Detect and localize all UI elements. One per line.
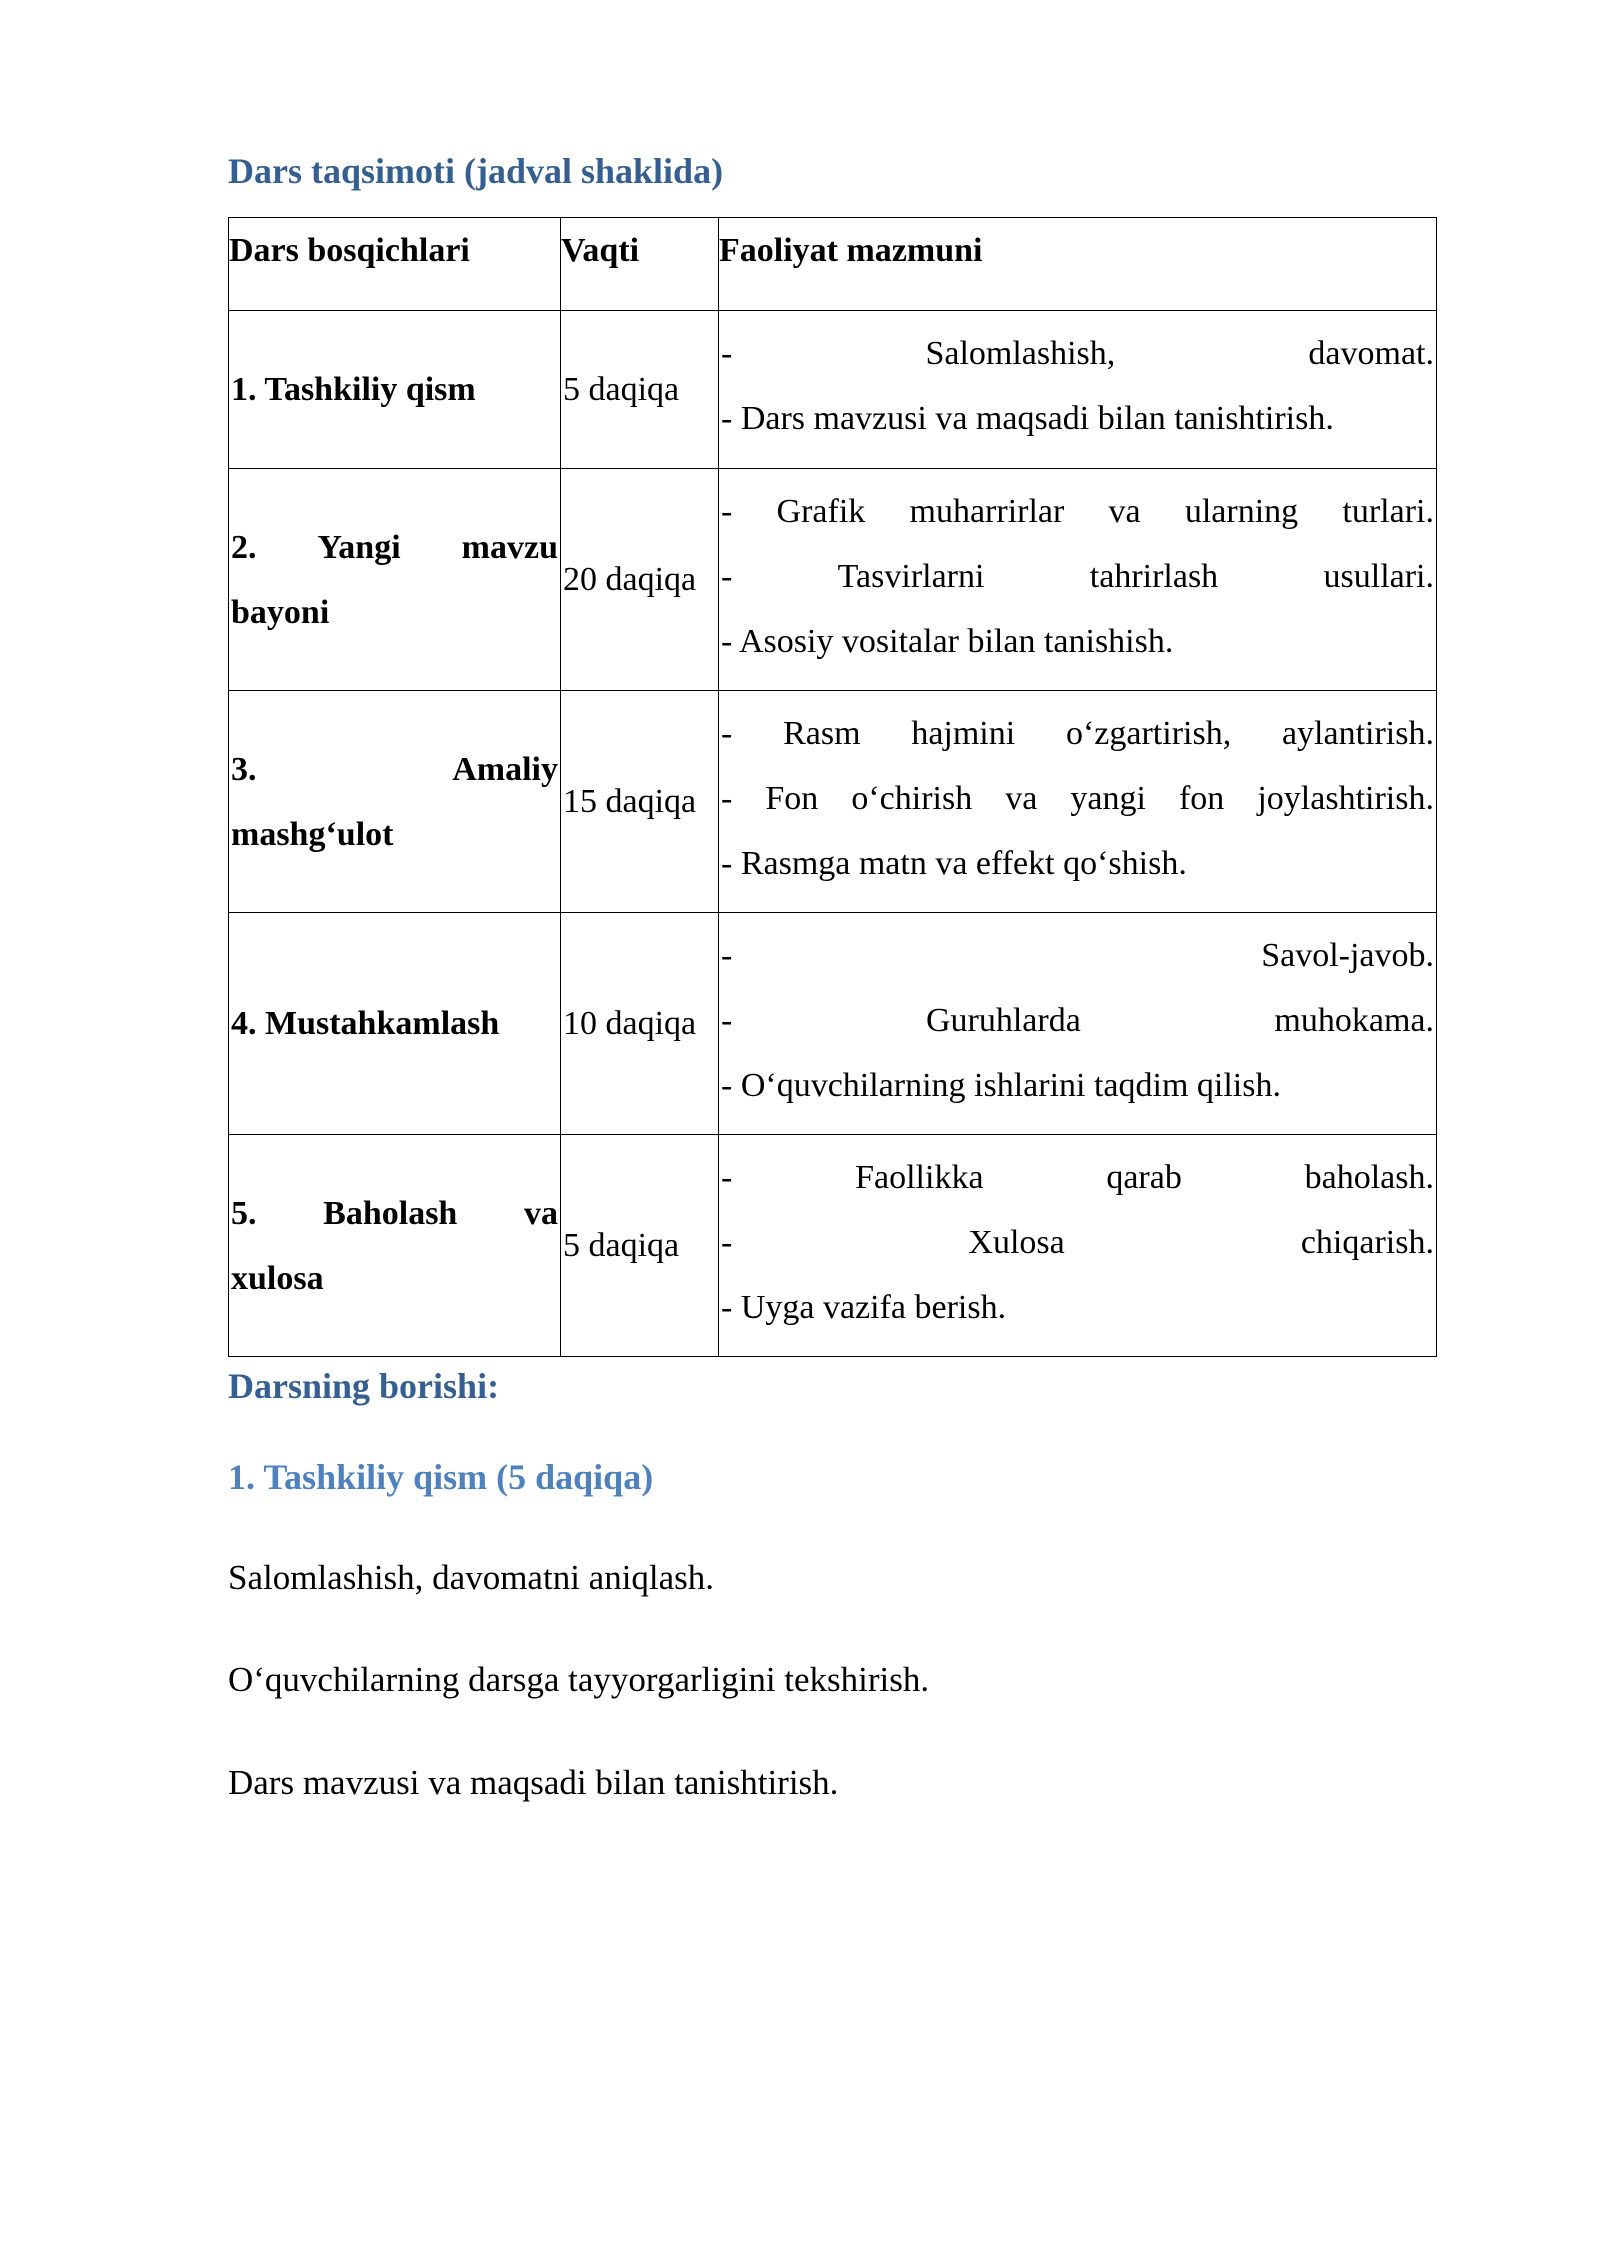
- activity-line: [721, 386, 1434, 451]
- stage-cell: [229, 311, 561, 469]
- activity-word: va: [1108, 493, 1141, 530]
- activity-line: [721, 609, 1434, 674]
- activity-word: -: [721, 335, 733, 372]
- table-row: [229, 469, 1437, 691]
- time-cell: 5 daqiqa: [561, 1135, 719, 1357]
- activity-line: [721, 988, 1434, 1053]
- activity-word: Guruhlarda: [925, 1002, 1081, 1039]
- activity-word: fon: [1178, 780, 1225, 817]
- activity-word: - Asosiy vositalar bilan tanishish.: [721, 623, 1174, 660]
- activity-word: - O‘quvchilarning ishlarini taqdim qilish.: [721, 1067, 1281, 1104]
- activity-line: [721, 479, 1434, 544]
- stage-cell: [229, 913, 561, 1135]
- activity-word: Salomlashish,: [925, 335, 1116, 372]
- activity-word: -: [721, 1224, 733, 1261]
- paragraph: Dars mavzusi va maqsadi bilan tanishtirish.: [228, 1763, 839, 1802]
- stage-cell: [229, 469, 561, 691]
- stage-line: 3. Amaliy: [231, 750, 558, 788]
- course-heading: Darsning borishi:: [228, 1366, 500, 1406]
- activity-line: [721, 544, 1434, 609]
- activity-word: va: [1005, 780, 1038, 817]
- header-activities: Faoliyat mazmuni: [719, 218, 1437, 311]
- paragraph: Salomlashish, davomatni aniqlash.: [228, 1558, 715, 1597]
- table-header-row: [229, 218, 1437, 311]
- stage-line: 5. Baholash va: [231, 1194, 558, 1232]
- activity-word: yangi: [1070, 780, 1146, 817]
- activity-word: Fon: [765, 780, 819, 817]
- time-cell: 10 daqiqa: [561, 913, 719, 1135]
- activity-word: usullari.: [1323, 558, 1434, 595]
- schedule-table: [228, 217, 1437, 1357]
- activity-word: -: [721, 1159, 733, 1196]
- activity-word: -: [721, 558, 733, 595]
- activity-word: - Rasmga matn va effekt qo‘shish.: [721, 845, 1187, 882]
- activity-line: [721, 321, 1434, 386]
- activities-cell: [719, 691, 1437, 913]
- header-stages: Dars bosqichlari: [229, 218, 561, 311]
- schedule-heading: Dars taqsimoti (jadval shaklida): [228, 151, 724, 191]
- time-cell: 20 daqiqa: [561, 469, 719, 691]
- activity-word: muharrirlar: [909, 493, 1065, 530]
- activity-word: - Dars mavzusi va maqsadi bilan tanishtirish.: [721, 400, 1334, 437]
- activity-word: Rasm: [783, 715, 861, 752]
- stage-line: 4. Mustahkamlash: [231, 1005, 500, 1042]
- activity-word: turlari.: [1342, 493, 1434, 530]
- activity-word: Savol-javob.: [1261, 937, 1434, 974]
- activity-word: hajmini: [911, 715, 1016, 752]
- paragraph: O‘quvchilarning darsga tayyorgarligini tekshirish.: [228, 1660, 930, 1699]
- table-row: [229, 311, 1437, 469]
- activity-word: qarab: [1106, 1159, 1182, 1196]
- time-cell: 15 daqiqa: [561, 691, 719, 913]
- time-cell: 5 daqiqa: [561, 311, 719, 469]
- activity-line: [721, 1053, 1434, 1118]
- activities-cell: [719, 913, 1437, 1135]
- stage-line: 1. Tashkiliy qism: [231, 371, 476, 408]
- stage-cell: [229, 1135, 561, 1357]
- activity-word: -: [721, 780, 733, 817]
- activity-word: chiqarish.: [1300, 1224, 1434, 1261]
- stage-line: 2. Yangi mavzu: [231, 528, 558, 566]
- table-row: [229, 913, 1437, 1135]
- activity-word: ularning: [1184, 493, 1299, 530]
- activity-word: o‘zgartirish,: [1065, 715, 1232, 752]
- activity-word: davomat.: [1308, 335, 1434, 372]
- table-row: [229, 691, 1437, 913]
- stage-line: mashg‘ulot: [231, 815, 394, 853]
- activity-word: muhokama.: [1274, 1002, 1434, 1039]
- stage-line: xulosa: [231, 1259, 324, 1297]
- activity-word: baholash.: [1304, 1159, 1434, 1196]
- stage-cell: [229, 691, 561, 913]
- activity-word: joylashtirish.: [1257, 780, 1434, 817]
- table-row: [229, 1135, 1437, 1357]
- activity-word: Tasvirlarni: [837, 558, 985, 595]
- stage-line: bayoni: [231, 593, 330, 631]
- activity-word: Faollikka: [855, 1159, 984, 1196]
- section1-heading: 1. Tashkiliy qism (5 daqiqa): [228, 1457, 654, 1497]
- activity-word: tahrirlash: [1089, 558, 1219, 595]
- activities-cell: [719, 311, 1437, 469]
- activities-cell: [719, 469, 1437, 691]
- activity-line: [721, 1145, 1434, 1210]
- header-time: Vaqti: [561, 218, 719, 311]
- activity-word: -: [721, 937, 733, 974]
- activity-word: -: [721, 493, 733, 530]
- activities-cell: [719, 1135, 1437, 1357]
- activity-word: - Uyga vazifa berish.: [721, 1289, 1007, 1326]
- activity-line: [721, 831, 1434, 896]
- activity-line: [721, 1210, 1434, 1275]
- activity-word: Xulosa: [968, 1224, 1065, 1261]
- activity-word: -: [721, 715, 733, 752]
- activity-line: [721, 1275, 1434, 1340]
- activity-line: [721, 923, 1434, 988]
- activity-line: [721, 766, 1434, 831]
- activity-word: aylantirish.: [1281, 715, 1434, 752]
- activity-word: -: [721, 1002, 733, 1039]
- activity-word: Grafik: [776, 493, 866, 530]
- activity-line: [721, 701, 1434, 766]
- activity-word: o‘chirish: [851, 780, 973, 817]
